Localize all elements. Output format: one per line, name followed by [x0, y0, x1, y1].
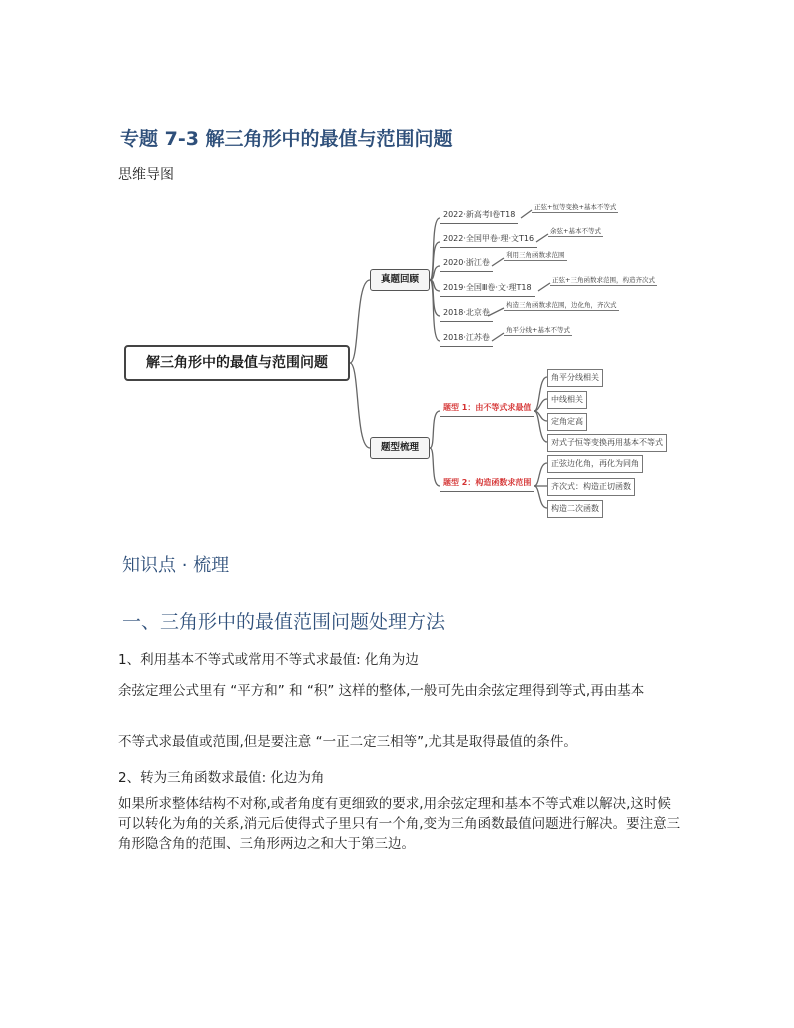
point1-paragraph-line1: 余弦定理公式里有 “平方和” 和 “积” 这样的整体,一般可先由余弦定理得到等式,再由基本	[118, 683, 645, 699]
type2-leaf: 正弦边化角，再化为同角	[547, 455, 643, 473]
exam-note: 角平分线+基本不等式	[506, 326, 570, 334]
exam-item: 2020·浙江卷	[440, 255, 493, 272]
connector-root-branch2	[350, 363, 370, 448]
question-type-2: 题型 2：构造函数求范围	[440, 475, 534, 492]
type1-leaf: 对式子恒等变换再用基本不等式	[547, 434, 667, 452]
point1-heading: 1、利用基本不等式或常用不等式求最值: 化角为边	[118, 652, 419, 668]
mindmap-caption: 思维导图	[118, 167, 174, 183]
type2-leaf: 齐次式：构造正切函数	[547, 478, 635, 496]
point2-heading: 2、转为三角函数求最值: 化边为角	[118, 770, 325, 786]
exam-note: 正弦+三角函数求范围，构造齐次式	[552, 276, 655, 284]
mindmap-root: 解三角形中的最值与范围问题	[124, 345, 350, 381]
page-title: 专题 7-3 解三角形中的最值与范围问题	[120, 128, 453, 150]
exam-item: 2022·全国甲卷·理·文T16	[440, 231, 537, 248]
exam-note: 利用三角函数求范围	[506, 251, 565, 259]
exam-note: 构造三角函数求范围，边化角，齐次式	[506, 301, 617, 309]
section-heading: 知识点 · 梳理	[122, 555, 230, 576]
question-type-1: 题型 1：由不等式求最值	[440, 400, 534, 417]
type1-leaf: 定角定高	[547, 413, 587, 431]
point2-paragraph: 如果所求整体结构不对称,或者角度有更细致的要求,用余弦定理和基本不等式难以解决,这时候可以转化为角的关系,消元后使得式子里只有一个角,变为三角函数最值问题进行解决。要注意三角形隐含角的范围、三角形两边之和大于第三边。	[118, 796, 681, 852]
branch-question-types: 题型梳理	[370, 437, 430, 459]
type1-leaf: 角平分线相关	[547, 369, 603, 387]
type2-leaf: 构造二次函数	[547, 500, 603, 518]
exam-note: 余弦+基本不等式	[550, 227, 601, 235]
exam-item: 2019·全国Ⅲ卷·文·理T18	[440, 280, 535, 297]
point1-paragraph-line2: 不等式求最值或范围,但是要注意 “一正二定三相等”,尤其是取得最值的条件。	[118, 734, 577, 750]
branch-real-exams: 真题回顾	[370, 269, 430, 291]
exam-item: 2022·新高考Ⅰ卷T18	[440, 207, 518, 224]
heading-level-1: 一、三角形中的最值范围问题处理方法	[122, 611, 446, 633]
type1-leaf: 中线相关	[547, 391, 587, 409]
connector-root-branch1	[350, 280, 370, 363]
exam-item: 2018·北京卷	[440, 305, 493, 322]
mind-map	[120, 200, 680, 525]
exam-note: 正弦+恒等变换+基本不等式	[534, 203, 617, 211]
exam-item: 2018·江苏卷	[440, 330, 493, 347]
